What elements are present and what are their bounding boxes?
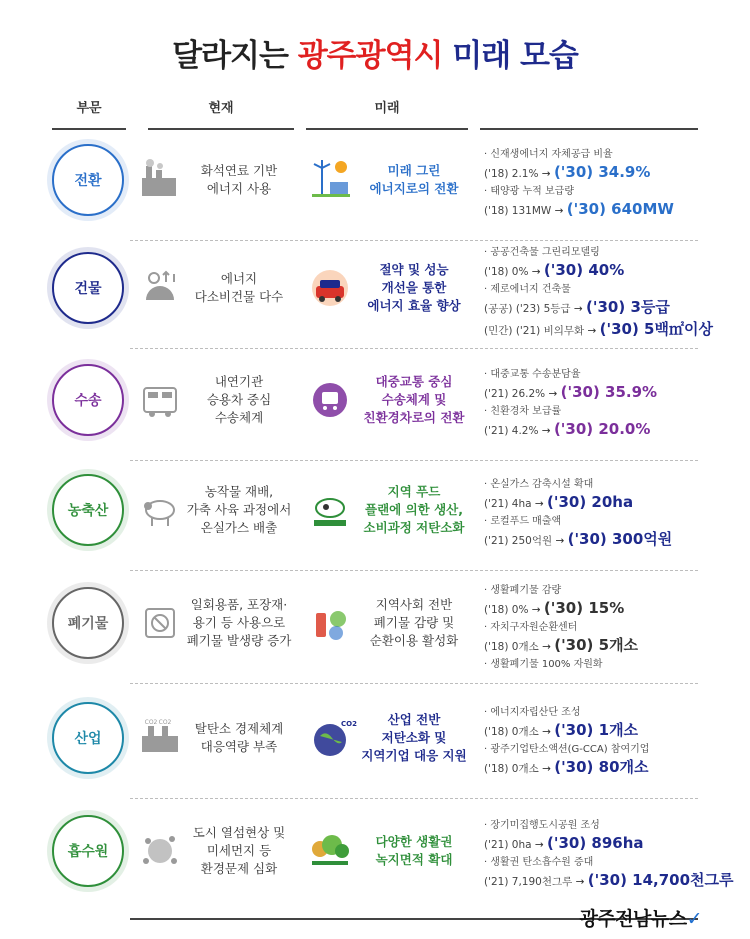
row-divider — [130, 348, 698, 349]
target-stats — [484, 583, 704, 672]
stat-from: ('18) 0개소 — [484, 640, 543, 653]
stat-label: · 제로에너지 건축물 — [484, 284, 571, 295]
arrow-icon: → — [555, 535, 568, 547]
future-text: 지역사회 전반 폐기물 감량 및 순환이용 활성화 — [369, 597, 459, 648]
stat-label: · 생활폐기물 감량 — [484, 584, 562, 596]
stat-from: ('18) 0개소 — [484, 763, 543, 775]
arrow-icon: → — [573, 303, 587, 315]
table-row — [0, 690, 750, 802]
header-sector: 부문 — [52, 96, 126, 130]
forest-icon — [308, 829, 352, 873]
table-header — [0, 96, 750, 130]
arrow-icon: → — [554, 205, 567, 217]
stat-value — [484, 720, 704, 742]
cow-icon — [138, 488, 182, 532]
table-row — [0, 462, 750, 574]
stat-target: ('30) 640MW — [566, 200, 674, 218]
stat-from: (민간) ('21) 비의무화 — [484, 325, 588, 337]
stat-target: ('30) 20ha — [547, 493, 634, 511]
stat-value — [484, 199, 704, 221]
stat-value — [484, 419, 704, 441]
stat-value — [484, 870, 734, 892]
arrow-icon: → — [542, 726, 555, 738]
stat-label: · 장기미집행도시공원 조성 — [484, 820, 600, 831]
stat-target: ('30) 5개소 — [554, 635, 639, 654]
earth-co2-icon — [308, 716, 357, 760]
header-current: 현재 — [148, 96, 294, 130]
local-food-icon — [308, 488, 352, 532]
stat-value — [484, 833, 704, 855]
table-row — [0, 575, 750, 687]
waste-icon — [138, 601, 182, 645]
current-text: 에너지 다소비건물 다수 — [194, 271, 284, 304]
arrow-icon: → — [542, 640, 555, 653]
eco-car-icon — [308, 266, 352, 310]
stat-from: ('21) 7,190천그루 — [484, 876, 576, 888]
svg-text:CO2: CO2 — [144, 719, 158, 726]
sector-badge: 산업 — [52, 702, 124, 774]
fine-dust-icon — [138, 829, 182, 873]
stat-value — [484, 529, 704, 551]
stat-value — [484, 162, 704, 184]
green-energy-icon — [308, 158, 352, 202]
row-divider — [130, 683, 698, 684]
stat-label: · 광주기업탄소액션(G-CCA) 참여기업 — [484, 744, 650, 755]
car-icon — [138, 378, 182, 422]
publisher-logo: 광주전남뉴스✓ — [579, 908, 702, 930]
current-text: 도시 열섬현상 및 미세먼지 등 환경문제 심화 — [192, 825, 286, 876]
stat-target: ('30) 35.9% — [560, 383, 658, 401]
stat-label: · 로컬푸드 매출액 — [484, 516, 562, 527]
stat-target: ('30) 15% — [543, 598, 625, 617]
current-text: 일회용품, 포장재· 용기 등 사용으로 폐기물 발생량 증가 — [186, 597, 292, 648]
header-stats — [480, 96, 698, 130]
arrow-icon: → — [541, 168, 554, 180]
stat-label: · 대중교통 수송분담율 — [484, 369, 581, 380]
stat-from: ('18) 0% — [484, 266, 532, 278]
stat-target: ('30) 3등급 — [586, 298, 670, 316]
stat-label: · 자치구자원순환센터 — [484, 621, 578, 633]
stat-from: ('21) 0ha — [484, 839, 535, 851]
future-text: 대중교통 중심 수송체계 및 친환경차로의 전환 — [363, 374, 465, 425]
sector-badge: 전환 — [52, 144, 124, 216]
stat-from: ('21) 4.2% — [484, 425, 542, 437]
arrow-icon: → — [587, 325, 600, 337]
current-text: 화석연료 기반 에너지 사용 — [200, 163, 278, 196]
arrow-icon: → — [534, 839, 548, 851]
target-stats — [484, 245, 713, 341]
stat-from: ('18) 0개소 — [484, 726, 543, 738]
table-row — [0, 240, 750, 352]
stat-target: ('30) 40% — [543, 261, 625, 279]
row-divider — [130, 798, 698, 799]
header-future: 미래 — [306, 96, 468, 130]
industry-co2-icon — [138, 716, 182, 760]
future-text: 절약 및 성능 개선을 통한 에너지 효율 향상 — [367, 262, 461, 313]
stat-target: ('30) 1개소 — [554, 721, 639, 739]
stat-label: · 친환경차 보급률 — [484, 406, 562, 417]
stat-value — [484, 492, 704, 514]
stat-label: · 에너지자립산단 조성 — [484, 707, 581, 718]
sector-badge: 농축산 — [52, 474, 124, 546]
stat-value — [484, 297, 704, 319]
stat-label: · 태양광 누적 보급량 — [484, 186, 574, 197]
stat-value — [484, 635, 704, 657]
sector-badge: 폐기물 — [52, 587, 124, 659]
current-text: 농작물 재배, 가축 사육 과정에서 온실가스 배출 — [186, 484, 292, 535]
row-divider — [130, 570, 698, 571]
target-stats — [484, 705, 704, 779]
arrow-icon: → — [534, 498, 548, 510]
target-stats — [484, 367, 704, 441]
sector-badge: 흡수원 — [52, 815, 124, 887]
stat-label: · 온실가스 감축시설 확대 — [484, 479, 594, 490]
current-text: 탈탄소 경제체계 대응역량 부족 — [194, 721, 284, 754]
stat-from: (공공) ('23) 5등급 — [484, 303, 574, 315]
stat-label: · 신재생에너지 자체공급 비율 — [484, 149, 613, 160]
stat-label: · 생활폐기물 100% 자원화 — [484, 658, 603, 670]
arrow-icon: → — [575, 876, 588, 888]
stat-value — [484, 598, 704, 620]
page-title: 달라지는 광주광역시 미래 모습 — [172, 38, 578, 74]
stat-from: ('21) 26.2% — [484, 388, 549, 400]
stat-from: ('18) 131MW — [484, 205, 555, 217]
stat-target: ('30) 34.9% — [553, 163, 651, 181]
table-row — [0, 132, 750, 244]
factory-icon — [138, 158, 182, 202]
table-row — [0, 352, 750, 464]
stat-from: ('18) 2.1% — [484, 168, 542, 180]
target-stats — [484, 477, 704, 551]
stat-target: ('30) 14,700천그루 — [587, 871, 734, 889]
sector-badge: 수송 — [52, 364, 124, 436]
future-text: 다양한 생활권 녹지면적 확대 — [375, 834, 453, 867]
energy-meter-icon — [138, 266, 182, 310]
stat-label: · 생활권 탄소흡수원 증대 — [484, 857, 594, 868]
table-row — [0, 803, 750, 915]
arrow-icon: → — [531, 266, 544, 278]
arrow-icon: → — [541, 425, 554, 437]
stat-value — [484, 260, 704, 282]
sector-badge: 건물 — [52, 252, 124, 324]
public-transport-icon — [308, 378, 352, 422]
row-divider — [130, 460, 698, 461]
stat-target: ('30) 80개소 — [554, 758, 649, 776]
stat-label: · 공공건축물 그린리모델링 — [484, 247, 600, 258]
stat-target: ('30) 896ha — [547, 834, 644, 852]
future-text: 산업 전반 저탄소화 및 지역기업 대응 지원 — [361, 712, 467, 763]
future-text: 지역 푸드 플랜에 의한 생산, 소비과정 저탄소화 — [363, 484, 465, 535]
stat-value — [484, 319, 713, 341]
arrow-icon: → — [548, 388, 561, 400]
recycle-icon — [308, 601, 352, 645]
arrow-icon: → — [542, 763, 555, 775]
stat-value — [484, 757, 704, 779]
stat-from: ('21) 250억원 — [484, 535, 556, 547]
current-text: 내연기관 승용차 중심 수송체계 — [206, 374, 272, 425]
arrow-icon: → — [531, 603, 544, 616]
stat-from: ('21) 4ha — [484, 498, 535, 510]
stat-target: ('30) 20.0% — [553, 420, 651, 438]
stat-target: ('30) 5백㎡이상 — [599, 320, 713, 338]
stat-target: ('30) 300억원 — [567, 530, 673, 548]
target-stats — [484, 818, 734, 892]
target-stats — [484, 147, 704, 221]
svg-text:CO2: CO2 — [158, 719, 172, 726]
future-text: 미래 그린 에너지로의 전환 — [369, 163, 459, 196]
svg-text:CO2: CO2 — [341, 720, 357, 728]
stat-from: ('18) 0% — [484, 603, 532, 616]
stat-value — [484, 382, 704, 404]
